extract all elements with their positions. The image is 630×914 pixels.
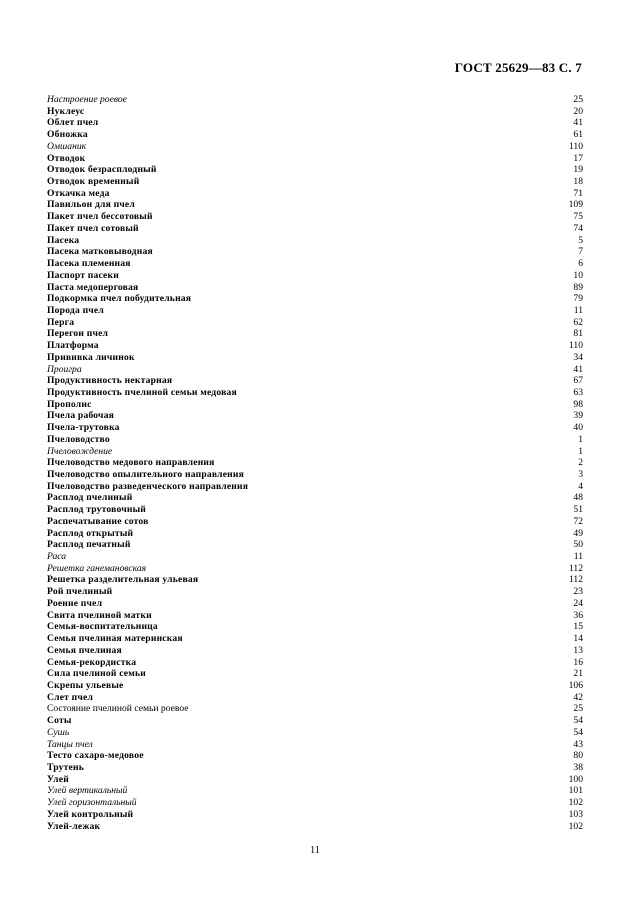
entry-term: Пасека матковыводная xyxy=(47,246,153,258)
entry-term: Перегон пчел xyxy=(47,328,109,340)
entry-number: 1 xyxy=(578,433,583,445)
index-entry xyxy=(47,282,583,294)
entry-term: Отводок xyxy=(47,152,86,164)
entry-number: 106 xyxy=(568,679,583,691)
entry-number: 23 xyxy=(573,586,583,598)
entry-number: 67 xyxy=(573,375,583,387)
entry-number: 39 xyxy=(573,410,583,422)
entry-number: 81 xyxy=(573,328,583,340)
entry-term: Улей xyxy=(47,773,69,785)
entry-term: Проигра xyxy=(47,363,82,375)
entry-number: 6 xyxy=(578,258,583,270)
entry-term: Пчела рабочая xyxy=(47,410,115,422)
index-entry xyxy=(47,176,583,188)
entry-term: Прополис xyxy=(47,398,92,410)
index-entry xyxy=(47,223,583,235)
entry-number: 14 xyxy=(573,633,583,645)
entry-term: Трутень xyxy=(47,761,85,773)
entry-number: 109 xyxy=(568,199,583,211)
index-entry xyxy=(47,528,583,540)
entry-term: Состояние пчелиной семьи роевое xyxy=(47,703,189,715)
entry-term: Семья-воспитательница xyxy=(47,621,158,633)
entry-term: Семья-рекордистка xyxy=(47,656,137,668)
index-entry xyxy=(47,633,583,645)
index-entry xyxy=(47,141,583,153)
index-entry xyxy=(47,117,583,129)
entry-number: 103 xyxy=(568,808,583,820)
entry-term: Порода пчел xyxy=(47,304,104,316)
entry-term: Улей контрольный xyxy=(47,808,134,820)
entry-term: Соты xyxy=(47,715,72,727)
entry-term: Раса xyxy=(47,551,67,563)
entry-number: 41 xyxy=(573,117,583,129)
index-entry xyxy=(47,469,583,481)
entry-term: Семья пчелиная xyxy=(47,644,122,656)
entry-term: Паспорт пасеки xyxy=(47,269,119,281)
entry-term: Нуклеус xyxy=(47,105,85,117)
entry-number: 5 xyxy=(578,234,583,246)
index-entry xyxy=(47,715,583,727)
index-entry xyxy=(47,797,583,809)
index-entry xyxy=(47,235,583,247)
index-entry xyxy=(47,680,583,692)
index-entry xyxy=(47,317,583,329)
entry-number: 89 xyxy=(573,281,583,293)
index-entry xyxy=(47,446,583,458)
entry-term: Прививка личинок xyxy=(47,351,135,363)
entry-term: Платформа xyxy=(47,340,99,352)
index-entry xyxy=(47,352,583,364)
entry-number: 102 xyxy=(568,820,583,832)
entry-term: Омшаник xyxy=(47,140,87,152)
entry-term: Рой пчелиный xyxy=(47,586,113,598)
index-entry xyxy=(47,727,583,739)
entry-number: 10 xyxy=(573,269,583,281)
index-entry xyxy=(47,387,583,399)
entry-term: Продуктивность нектарная xyxy=(47,375,173,387)
index-entry xyxy=(47,750,583,762)
index-entry xyxy=(47,539,583,551)
entry-number: 102 xyxy=(568,797,583,809)
entry-term: Улей вертикальный xyxy=(47,785,128,797)
index-entry xyxy=(47,574,583,586)
index-entry xyxy=(47,551,583,563)
entry-number: 50 xyxy=(573,539,583,551)
page-number: 11 xyxy=(310,845,320,856)
index-entry xyxy=(47,199,583,211)
index-entry xyxy=(47,703,583,715)
entry-term: Скрепы ульевые xyxy=(47,679,124,691)
entry-term: Решетка разделительная ульевая xyxy=(47,574,199,586)
entry-term: Танцы пчел xyxy=(47,738,93,750)
index-entry xyxy=(47,504,583,516)
index-entry xyxy=(47,422,583,434)
entry-number: 25 xyxy=(573,703,583,715)
entry-number: 38 xyxy=(573,761,583,773)
entry-term: Расплод пчелиный xyxy=(47,492,133,504)
index-entry xyxy=(47,270,583,282)
entry-term: Сила пчелиной семьи xyxy=(47,668,146,680)
entry-term: Сушь xyxy=(47,726,70,738)
entry-number: 74 xyxy=(573,222,583,234)
index-entry xyxy=(47,809,583,821)
entry-term: Облет пчел xyxy=(47,117,99,129)
index-entry xyxy=(47,739,583,751)
entry-number: 101 xyxy=(568,785,583,797)
index-entry xyxy=(47,305,583,317)
entry-term: Расплод открытый xyxy=(47,527,134,539)
index-entry xyxy=(47,340,583,352)
entry-number: 15 xyxy=(573,621,583,633)
index-entry xyxy=(47,106,583,118)
entry-term: Пакет пчел бессотовый xyxy=(47,211,153,223)
index-entry xyxy=(47,211,583,223)
index-entry xyxy=(47,246,583,258)
index-entry xyxy=(47,586,583,598)
entry-term: Пчеловодство опылительного направления xyxy=(47,469,245,480)
index-entry xyxy=(47,258,583,270)
entry-number: 21 xyxy=(573,668,583,680)
index-entry xyxy=(47,188,583,200)
entry-number: 98 xyxy=(573,398,583,410)
entry-number: 17 xyxy=(573,152,583,164)
entry-number: 24 xyxy=(573,597,583,609)
entry-term: Пчеловодство разведенческого направления xyxy=(47,480,249,492)
entry-number: 79 xyxy=(573,293,583,305)
entry-term: Пакет пчел сотовый xyxy=(47,222,139,234)
index-entry xyxy=(47,692,583,704)
entry-number: 62 xyxy=(573,316,583,328)
entry-number: 112 xyxy=(568,574,583,586)
entry-term: Пчела-трутовка xyxy=(47,422,120,434)
index-entry xyxy=(47,762,583,774)
entry-number: 36 xyxy=(573,609,583,621)
index-entry xyxy=(47,492,583,504)
entry-term: Расплод трутовочный xyxy=(47,504,146,516)
entry-term: Пчеловодство xyxy=(47,433,110,445)
entry-term: Павильон для пчел xyxy=(47,199,135,211)
entry-number: 49 xyxy=(573,527,583,539)
entry-term: Настроение роевое xyxy=(47,94,127,105)
entry-number: 43 xyxy=(573,738,583,750)
entry-number: 13 xyxy=(573,644,583,656)
index-entry xyxy=(47,434,583,446)
index-entry xyxy=(47,375,583,387)
index-entry xyxy=(47,293,583,305)
index-entry xyxy=(47,328,583,340)
entry-number: 63 xyxy=(573,386,583,398)
entry-number: 112 xyxy=(568,562,583,574)
entry-term: Обножка xyxy=(47,129,88,141)
entry-number: 40 xyxy=(573,422,583,434)
index-entry xyxy=(47,774,583,786)
entry-number: 100 xyxy=(568,773,583,785)
index-entry xyxy=(47,563,583,575)
entry-term: Свита пчелиной матки xyxy=(47,609,152,621)
entry-number: 34 xyxy=(573,351,583,363)
entry-term: Пасека xyxy=(47,234,80,246)
entry-term: Семья пчелиная материнская xyxy=(47,633,183,645)
entry-number: 54 xyxy=(573,715,583,727)
entry-term: Пчеловождение xyxy=(47,445,113,457)
entry-number: 110 xyxy=(568,140,583,152)
term-index-list xyxy=(47,94,583,832)
entry-number: 16 xyxy=(573,656,583,668)
index-entry xyxy=(47,645,583,657)
entry-term: Отводок безрасплодный xyxy=(47,164,157,176)
index-entry xyxy=(47,410,583,422)
index-entry xyxy=(47,657,583,669)
entry-number: 51 xyxy=(573,504,583,516)
index-entry xyxy=(47,153,583,165)
index-entry xyxy=(47,364,583,376)
entry-number: 7 xyxy=(578,246,583,258)
entry-term: Подкормка пчел побудительная xyxy=(47,293,192,305)
index-entry xyxy=(47,621,583,633)
entry-number: 2 xyxy=(578,457,583,469)
entry-term: Слет пчел xyxy=(47,691,94,703)
entry-number: 19 xyxy=(573,164,583,176)
entry-number: 1 xyxy=(578,445,583,457)
index-entry xyxy=(47,457,583,469)
entry-number: 75 xyxy=(573,211,583,223)
entry-term: Тесто сахаро-медовое xyxy=(47,750,144,762)
index-entry xyxy=(47,785,583,797)
entry-term: Решетка ганемановская xyxy=(47,562,147,574)
entry-term: Пчеловодство медового направления xyxy=(47,457,215,469)
index-entry xyxy=(47,598,583,610)
entry-term: Роение пчел xyxy=(47,597,103,609)
entry-term: Перга xyxy=(47,316,75,328)
entry-term: Продуктивность пчелиной семьи медовая xyxy=(47,386,237,398)
entry-number: 3 xyxy=(578,469,583,480)
entry-number: 4 xyxy=(578,480,583,492)
page-header: ГОСТ 25629—83 С. 7 xyxy=(454,60,582,75)
index-entry xyxy=(47,164,583,176)
entry-number: 110 xyxy=(568,340,583,352)
entry-number: 41 xyxy=(573,363,583,375)
entry-number: 61 xyxy=(573,129,583,141)
index-entry xyxy=(47,821,583,833)
entry-term: Пасека племенная xyxy=(47,258,131,270)
index-entry xyxy=(47,94,583,106)
entry-term: Отводок временный xyxy=(47,176,140,188)
entry-number: 80 xyxy=(573,750,583,762)
entry-number: 71 xyxy=(573,187,583,199)
index-entry xyxy=(47,399,583,411)
entry-term: Расплод печатный xyxy=(47,539,131,551)
entry-term: Откачка меда xyxy=(47,187,110,199)
entry-number: 48 xyxy=(573,492,583,504)
entry-number: 20 xyxy=(573,105,583,117)
index-entry xyxy=(47,668,583,680)
entry-number: 72 xyxy=(573,515,583,527)
entry-number: 18 xyxy=(573,176,583,188)
index-entry xyxy=(47,129,583,141)
index-entry xyxy=(47,516,583,528)
index-entry xyxy=(47,481,583,493)
entry-number: 54 xyxy=(573,726,583,738)
entry-term: Распечатывание сотов xyxy=(47,515,149,527)
entry-number: 11 xyxy=(573,551,583,563)
entry-term: Улей горизонтальный xyxy=(47,797,137,809)
entry-number: 25 xyxy=(573,94,583,105)
entry-term: Улей-лежак xyxy=(47,820,101,832)
entry-term: Паста медоперговая xyxy=(47,281,139,293)
entry-number: 42 xyxy=(573,691,583,703)
index-entry xyxy=(47,610,583,622)
entry-number: 11 xyxy=(573,304,583,316)
